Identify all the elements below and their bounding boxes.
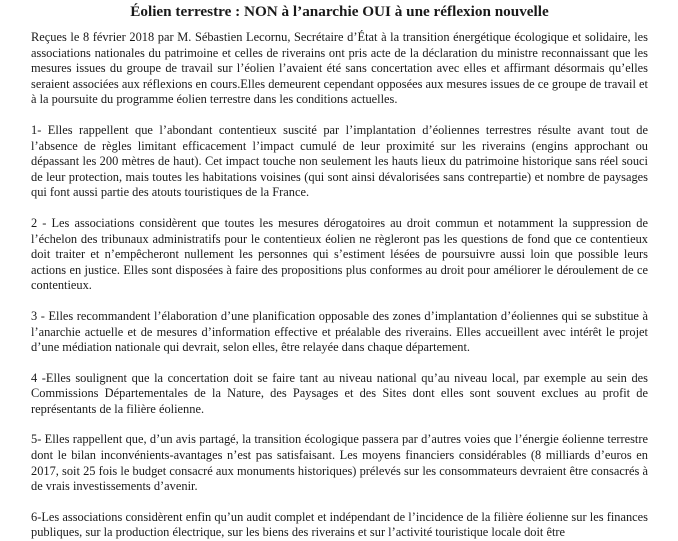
document-title: Éolien terrestre : NON à l’anarchie OUI à une réflexion nouvelle xyxy=(130,3,549,20)
document-body xyxy=(31,30,648,541)
paragraph-point-1: 1- Elles rappellent que l’abondant contentieux suscité par l’implantation d’éoliennes terrestres résulte avant tout de l’absence de règles limitant efficacement l’impact cumulé de leur proximité sur les riverains (engins approchant ou dépassant les 200 mètres de haut). Cet impact touche non seulement les hauts lieux du patrimoine historique sans réel souci de leur protection, mais toutes les habitations voisines (qui sont ainsi dévalorisées sans contrepartie) et nombre de paysages qui font aussi partie des atouts touristiques de la France. xyxy=(31,122,648,200)
paragraph-point-2: 2 - Les associations considèrent que toutes les mesures dérogatoires au droit commun et notamment la suppression de l’échelon des tribunaux administratifs pour le contentieux éolien ne règleront pas les questions de fond que ce contentieux doit traiter et n’empêcheront nullement les personnes qui s’estiment lésées de poursuivre aussi loin que possible leurs actions en justice. Elles sont disposées à faire des propositions plus conformes au droit pour améliorer le déroulement de ce contentieux. xyxy=(31,215,648,293)
paragraph-intro: Reçues le 8 février 2018 par M. Sébastien Lecornu, Secrétaire d’État à la transition énergétique écologique et solidaire, les associations nationales du patrimoine et celles de riverains ont pris acte de la déclaration du ministre reconnaissant que les mesures issues du groupe de travail sur l’éolien l’avaient été sans concertation avec elles et affirmant désormais qu’elles seraient associées aux réflexions en cours.Elles demeurent cependant opposées aux mesures issues de ce groupe de travail et à la poursuite du programme éolien terrestre dans les conditions actuelles. xyxy=(31,30,648,107)
paragraph-point-5: 5- Elles rappellent que, d’un avis partagé, la transition écologique passera par d’autres voies que l’énergie éolienne terrestre dont le bilan inconvénients-avantages n’est pas satisfaisant. Les moyens financiers considérables (8 milliards d’euros en 2017, soit 25 fois le budget consacré aux monuments historiques) prélevés sur les consommateurs devraient être consacrés à de vrais investissements d’avenir. xyxy=(31,432,648,494)
paragraph-point-3: 3 - Elles recommandent l’élaboration d’une planification opposable des zones d’implantation d’éoliennes qui se substitue à l’anarchie actuelle et de mesures d’information effective et préalable des riverains. Elles accueillent avec intérêt le projet d’une médiation nationale qui devrait, selon elles, être relayée dans chaque département. xyxy=(31,308,648,355)
paragraph-point-6: 6-Les associations considèrent enfin qu’un audit complet et indépendant de l’incidence de la filière éolienne sur les finances publiques, sur la production électrique, sur les biens des riverains et sur l’activité touristique locale doit être xyxy=(31,509,648,540)
paragraph-point-4: 4 -Elles soulignent que la concertation doit se faire tant au niveau national qu’au niveau local, par exemple au sein des Commissions Départementales de la Nature, des Paysages et des Sites dont elles sont souvent exclues au profit de représentants de la filière éolienne. xyxy=(31,370,648,416)
